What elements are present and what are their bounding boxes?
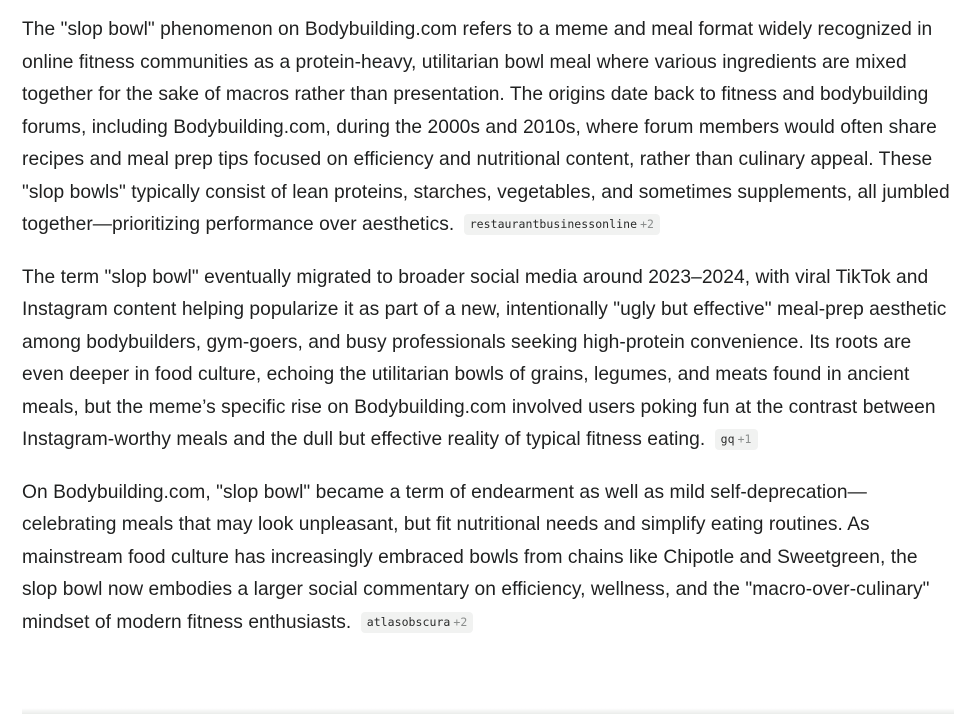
citation-source: atlasobscura	[366, 614, 451, 629]
citation-chip[interactable]	[361, 612, 474, 633]
paragraph-text: The "slop bowl" phenomenon on Bodybuilding.com refers to a meme and meal format widely recognized in online fitness communities as a protein-heavy, utilitarian bowl meal where various ingredients are mixed together for the sake of macros rather than presentation. The origins date back to fitness and bodybuilding forums, including Bodybuilding.com, during the 2000s and 2010s, where forum members would often share recipes and meal prep tips focused on efficiency and nutritional content, rather than culinary appeal. These "slop bowls" typically consist of lean proteins, starches, vegetables, and sometimes supplements, all jumbled together—prioritizing performance over aesthetics.	[22, 19, 950, 235]
citation-count: +2	[453, 614, 468, 629]
citation-count: +2	[640, 217, 655, 231]
paragraph-text: On Bodybuilding.com, "slop bowl" became a term of endearment as well as mild self-deprecation—celebrating meals that may look unpleasant, but fit nutritional needs and simplify eating routines. As mainstream food culture has increasingly embraced bowls from chains like Chipotle and Sweetgreen, the slop bowl now embodies a larger social commentary on efficiency, wellness, and the "macro-over-culinary" mindset of modern fitness enthusiasts.	[22, 481, 930, 633]
citation-count: +1	[737, 432, 752, 446]
citation-source: gq	[720, 432, 735, 446]
citation-chip[interactable]	[464, 214, 660, 235]
paragraph-endearment	[22, 477, 954, 640]
paragraph-migration	[22, 262, 954, 457]
paragraph-text: The term "slop bowl" eventually migrated to broader social media around 2023–2024, with viral TikTok and Instagram content helping popularize it as part of a new, intentionally "ugly but effective" meal-prep aesthetic among bodybuilders, gym-goers, and busy professionals seeking high-protein convenience. Its roots are even deeper in food culture, echoing the utilitarian bowls of grains, legumes, and meats found in ancient meals, but the meme’s specific rise on Bodybuilding.com involved users poking fun at the contrast between Instagram-worthy meals and the dull but effective reality of typical fitness eating.	[22, 266, 947, 450]
citation-chip[interactable]	[715, 429, 758, 450]
bottom-divider-shadow	[22, 708, 954, 714]
answer-content	[22, 14, 954, 659]
paragraph-origins	[22, 14, 954, 242]
citation-source: restaurantbusinessonline	[469, 217, 638, 231]
